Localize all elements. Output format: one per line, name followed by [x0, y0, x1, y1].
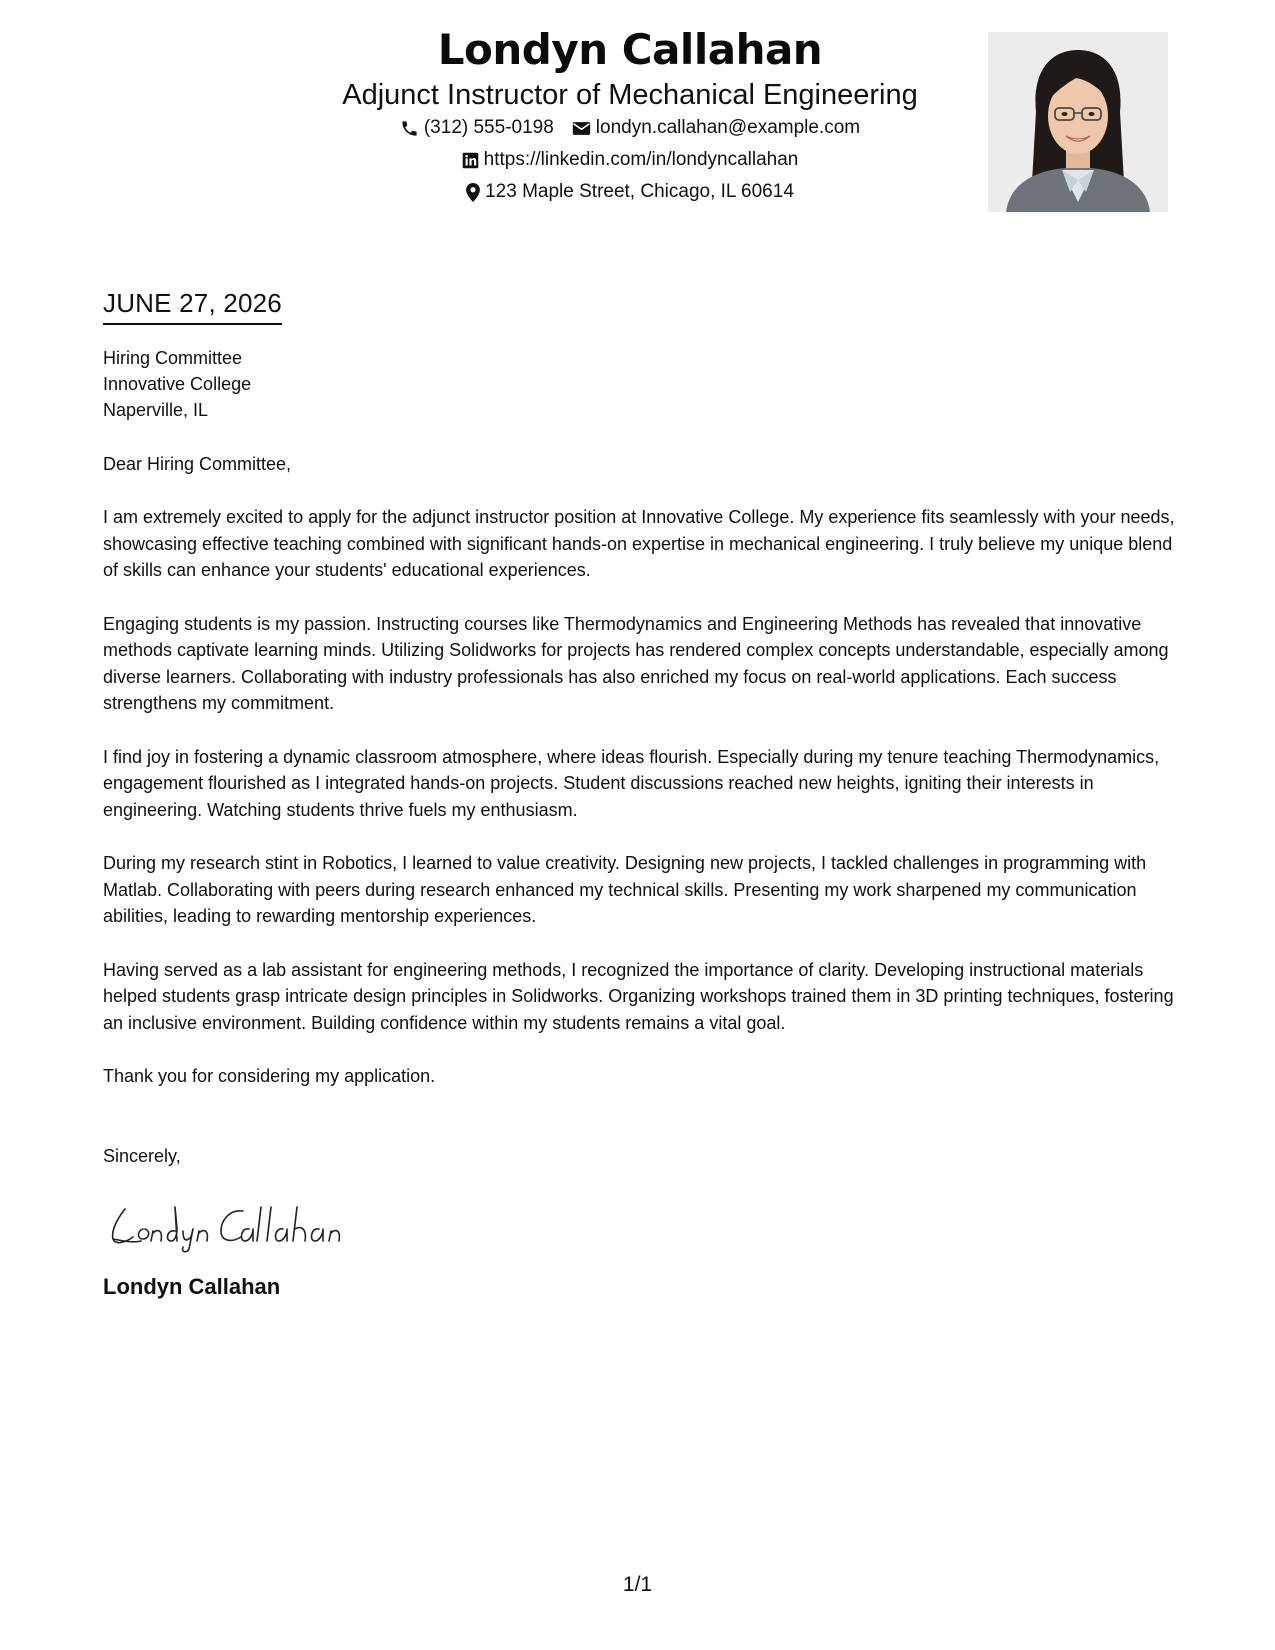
body-paragraph: I am extremely excited to apply for the adjunct instructor position at Innovative College. My experience fits seamlessly with your needs, showcasing effective teaching combined with significant hands-on expertise in mechanical engineering. I truly believe my unique blend of skills can enhance your students' educational experiences.	[103, 507, 1175, 580]
applicant-name: Londyn Callahan	[437, 25, 823, 74]
linkedin-icon	[462, 152, 479, 169]
contact-row-linkedin	[330, 144, 930, 176]
body-paragraph: Engaging students is my passion. Instructing courses like Thermodynamics and Engineering Methods has revealed that innovative methods captivate learning minds. Utilizing Solidworks for projects has rendered complex concepts understandable, especially among diverse learners. Collaborating with industry professionals has also enriched my focus on real-world applications. Each success strengthens my commitment.	[103, 613, 1169, 713]
page-number: 1/1	[622, 1573, 653, 1596]
phone-contact	[400, 112, 554, 144]
body-paragraph: Having served as a lab assistant for engineering methods, I recognized the importance of clarity. Developing instructional materials helped students grasp intricate design principles in Solidworks. Organizing workshops trained them in 3D printing techniques, fostering an inclusive environment. Building confidence within my students remains a vital goal.	[103, 959, 1174, 1033]
body-paragraph: I find joy in fostering a dynamic classroom atmosphere, where ideas flourish. Especially during my tenure teaching Thermodynamics, engagement flourished as I integrated hands-on projects. Student discussions reached new heights, igniting their interests in engineering. Watching students thrive fuels my enthusiasm.	[103, 746, 1160, 820]
letter-body	[103, 286, 1178, 1301]
letter-header	[0, 22, 1275, 222]
salutation: Dear Hiring Committee,	[103, 454, 292, 474]
handwritten-signature	[103, 1197, 1178, 1253]
body-paragraph: Thank you for considering my application.	[103, 1066, 436, 1086]
envelope-icon	[572, 121, 591, 136]
address-contact	[466, 176, 794, 208]
letter-date: JUNE 27, 2026	[103, 286, 282, 325]
linkedin-url: https://linkedin.com/in/londyncallahan	[483, 149, 799, 170]
recipient-block	[103, 345, 1178, 423]
map-pin-icon	[466, 183, 480, 202]
header-info	[330, 22, 930, 208]
phone-icon	[400, 119, 419, 138]
email-address: londyn.callahan@example.com	[595, 117, 861, 138]
recipient-line: Hiring Committee	[103, 348, 243, 368]
recipient-line: Innovative College	[103, 374, 252, 394]
signer-name: Londyn Callahan	[103, 1273, 281, 1299]
phone-number: (312) 555-0198	[423, 117, 554, 138]
profile-photo	[988, 32, 1168, 212]
contact-row-address	[330, 176, 930, 208]
linkedin-contact	[462, 144, 799, 176]
street-address: 123 Maple Street, Chicago, IL 60614	[485, 181, 794, 202]
recipient-line: Naperville, IL	[103, 400, 209, 420]
body-paragraph: During my research stint in Robotics, I learned to value creativity. Designing new projects, I tackled challenges in programming with Matlab. Collaborating with peers during research enhanced my technical skills. Presenting my work sharpened my communication abilities, leading to rewarding mentorship experiences.	[103, 853, 1147, 926]
contact-row-phone-email	[330, 112, 930, 144]
closing: Sincerely,	[103, 1145, 181, 1166]
applicant-title: Adjunct Instructor of Mechanical Engineering	[342, 79, 918, 111]
email-contact	[572, 112, 860, 144]
